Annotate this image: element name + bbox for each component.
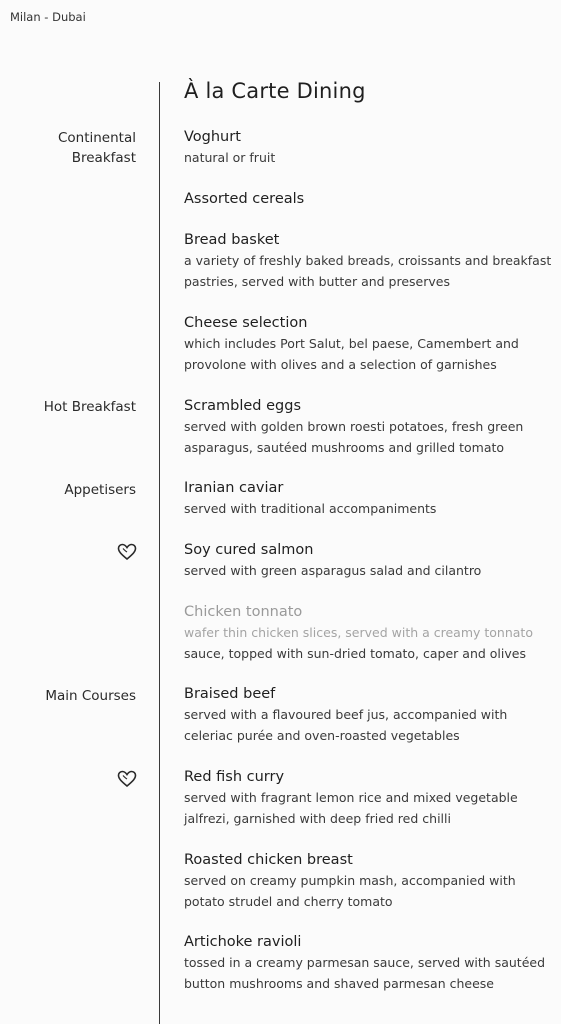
- menu-item: [184, 478, 556, 519]
- menu-item: [184, 127, 556, 168]
- menu-item: [184, 932, 556, 994]
- item-description: served with green asparagus salad and cilantro: [184, 563, 482, 578]
- route-label: Milan - Dubai: [10, 10, 86, 24]
- menu-item: [184, 230, 556, 292]
- item-description: served with traditional accompaniments: [184, 501, 437, 516]
- item-name: Red fish curry: [184, 769, 285, 785]
- item-name: Chicken tonnato: [184, 604, 303, 620]
- item-description-line: wafer thin chicken slices, served with a creamy tonnato: [184, 625, 533, 640]
- menu-item: [184, 313, 556, 375]
- vertical-divider: [159, 82, 160, 1024]
- page-title: À la Carte Dining: [184, 79, 366, 103]
- item-name: Scrambled eggs: [184, 398, 301, 414]
- menu-item: [184, 767, 556, 829]
- section-label-main-courses: Main Courses: [45, 688, 136, 704]
- menu-item: [184, 396, 556, 458]
- item-name: Artichoke ravioli: [184, 934, 302, 950]
- item-description: which includes Port Salut, bel paese, Camembert and provolone with olives and a selection of garnishes: [184, 336, 519, 372]
- item-description: served with golden brown roesti potatoes, fresh green asparagus, sautéed mushrooms and grilled tomato: [184, 419, 524, 455]
- item-description: served with fragrant lemon rice and mixed vegetable jalfrezi, garnished with deep fried red chilli: [184, 790, 518, 826]
- item-name: Braised beef: [184, 686, 276, 702]
- section-label-appetisers: Appetisers: [64, 482, 136, 498]
- item-name: Voghurt: [184, 129, 241, 145]
- item-description: served on creamy pumpkin mash, accompanied with potato strudel and cherry tomato: [184, 873, 516, 909]
- heart-icon: [117, 770, 137, 788]
- section-label-continental-breakfast: Continental Breakfast: [57, 130, 136, 166]
- item-name: Assorted cereals: [184, 191, 305, 207]
- menu-item: [184, 540, 556, 581]
- menu-item: [184, 602, 556, 664]
- item-description: a variety of freshly baked breads, croissants and breakfast pastries, served with butter and preserves: [184, 253, 552, 289]
- heart-icon: [117, 543, 137, 561]
- menu-item: [184, 684, 556, 746]
- item-description: natural or fruit: [184, 150, 276, 165]
- item-name: Cheese selection: [184, 315, 308, 331]
- item-description: served with a flavoured beef jus, accompanied with celeriac purée and oven-roasted vegetables: [184, 707, 508, 743]
- item-name: Roasted chicken breast: [184, 852, 353, 868]
- item-name: Bread basket: [184, 232, 280, 248]
- menu-item: [184, 850, 556, 912]
- section-label-hot-breakfast: Hot Breakfast: [43, 399, 136, 415]
- item-description-line: sauce, topped with sun-dried tomato, caper and olives: [184, 646, 526, 661]
- item-name: Iranian caviar: [184, 480, 284, 496]
- item-description: tossed in a creamy parmesan sauce, served with sautéed button mushrooms and shaved parmesan cheese: [184, 955, 546, 991]
- item-name: Soy cured salmon: [184, 542, 314, 558]
- menu-item: [184, 189, 556, 209]
